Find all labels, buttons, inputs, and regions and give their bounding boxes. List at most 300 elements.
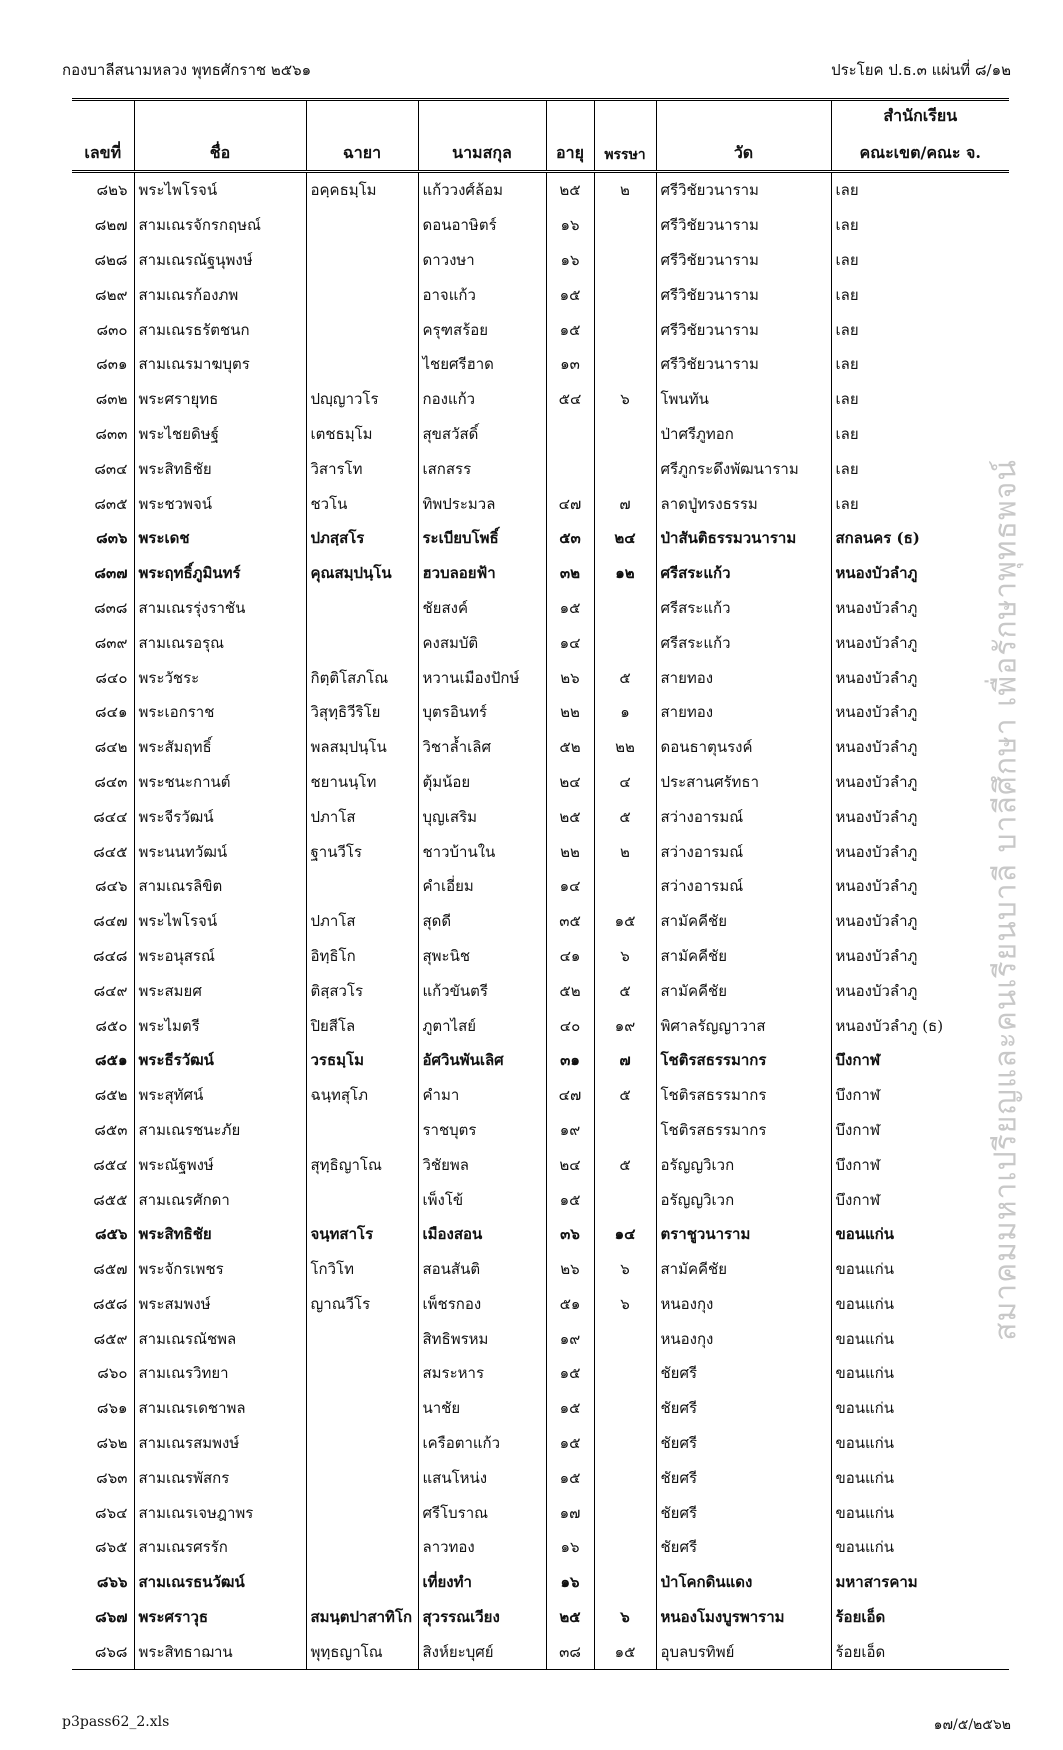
cell-surname: ตุ้มน้อย (418, 765, 546, 800)
cell-pansa (594, 1426, 656, 1461)
col-header-name: ชื่อ (134, 100, 306, 172)
cell-no: ๘๔๙ (93, 981, 128, 1000)
table-row (72, 1600, 1009, 1635)
cell-chaya: ปภาโส (306, 904, 418, 939)
cell-office: ขอนแก่น (831, 1321, 1009, 1356)
cell-chaya: เตชธมฺโม (306, 417, 418, 452)
cell-chaya: วิสุทฺธิวีริโย (306, 695, 418, 730)
cell-chaya: วิสารโท (306, 451, 418, 486)
table-row (72, 1078, 1009, 1113)
table-row (72, 417, 1009, 452)
cell-pansa (594, 1460, 656, 1495)
cell-age: ๑๗ (546, 1495, 594, 1530)
cell-office: หนองบัวลำภู (831, 869, 1009, 904)
cell-wat: ศรีวิชัยวนาราม (656, 312, 831, 347)
cell-pansa (594, 1182, 656, 1217)
cell-surname: ครุฑสร้อย (418, 312, 546, 347)
cell-name: สามเณรมาฆบุตร (134, 347, 306, 382)
cell-wat: สามัคคีชัย (656, 1252, 831, 1287)
cell-age: ๔๗ (546, 486, 594, 521)
cell-name: พระเดช (134, 521, 306, 556)
table-row (72, 1217, 1009, 1252)
cell-wat: หนองกุง (656, 1287, 831, 1322)
table-body (72, 172, 1009, 1670)
cell-age: ๑๔ (546, 625, 594, 660)
cell-age: ๕๑ (546, 1287, 594, 1322)
cell-chaya: คุณสมฺปนฺโน (306, 556, 418, 591)
cell-wat: อรัญญวิเวก (656, 1182, 831, 1217)
cell-name: สามเณรศรรัก (134, 1530, 306, 1565)
cell-office: หนองบัวลำภู (831, 660, 1009, 695)
cell-wat: โชติรสธรรมากร (656, 1113, 831, 1148)
cell-surname: ภูตาไสย์ (418, 1008, 546, 1043)
cell-no: ๘๔๒ (94, 738, 128, 757)
cell-name: พระศราวุธ (134, 1600, 306, 1635)
cell-no: ๘๕๑ (95, 1051, 128, 1070)
cell-surname: ฮวบลอยฟ้า (418, 556, 546, 591)
cell-name: สามเณรสมพงษ์ (134, 1426, 306, 1461)
cell-wat: ศรีวิชัยวนาราม (656, 277, 831, 312)
cell-age: ๑๕ (546, 1426, 594, 1461)
cell-office: บึงกาฬ (831, 1113, 1009, 1148)
cell-wat: ชัยศรี (656, 1495, 831, 1530)
cell-name: พระชวพจน์ (134, 486, 306, 521)
cell-office: ขอนแก่น (831, 1426, 1009, 1461)
cell-wat: โชติรสธรรมากร (656, 1043, 831, 1078)
cell-surname: สุพะนิช (418, 939, 546, 974)
cell-chaya: ปภาโส (306, 799, 418, 834)
cell-wat: ดอนธาตุนรงค์ (656, 730, 831, 765)
cell-name: สามเณรวิทยา (134, 1356, 306, 1391)
cell-name: พระจีรวัฒน์ (134, 799, 306, 834)
table-row (72, 904, 1009, 939)
table-row (72, 1495, 1009, 1530)
cell-pansa: ๖ (594, 382, 656, 417)
cell-chaya (306, 208, 418, 243)
cell-office: ขอนแก่น (831, 1495, 1009, 1530)
table-row (72, 869, 1009, 904)
cell-office: บึงกาฬ (831, 1182, 1009, 1217)
cell-name: พระสิทธิชัย (134, 451, 306, 486)
cell-wat: สว่างอารมณ์ (656, 834, 831, 869)
cell-office: เลย (831, 277, 1009, 312)
cell-surname: อัศวินพันเลิศ (418, 1043, 546, 1078)
cell-surname: แสนโหน่ง (418, 1460, 546, 1495)
cell-chaya (306, 1530, 418, 1565)
cell-no: ๘๖๗ (95, 1608, 128, 1627)
col-header-office-top: สำนักเรียน (883, 106, 958, 125)
cell-age: ๔๑ (546, 939, 594, 974)
cell-chaya: ปภสฺสโร (306, 521, 418, 556)
cell-name: พระจักรเพชร (134, 1252, 306, 1287)
cell-surname: ชาวบ้านใน (418, 834, 546, 869)
cell-no: ๘๕๘ (93, 1294, 128, 1313)
cell-surname: เสกสรร (418, 451, 546, 486)
cell-chaya: พุทฺธญาโณ (306, 1634, 418, 1669)
table-row (72, 521, 1009, 556)
cell-age: ๑๙ (546, 1321, 594, 1356)
cell-no: ๘๕๖ (95, 1225, 128, 1244)
cell-pansa (594, 869, 656, 904)
cell-name: พระนนทวัฒน์ (134, 834, 306, 869)
cell-office: ร้อยเอ็ด (831, 1634, 1009, 1669)
cell-chaya: ญาณวีโร (306, 1287, 418, 1322)
cell-age: ๑๕ (546, 1391, 594, 1426)
cell-no: ๘๒๗ (94, 216, 128, 235)
cell-no: ๘๖๔ (95, 1503, 128, 1522)
cell-surname: เพ็งโข้ (418, 1182, 546, 1217)
cell-pansa: ๑ (594, 695, 656, 730)
cell-pansa: ๕ (594, 1147, 656, 1182)
cell-no: ๘๕๐ (95, 1016, 128, 1035)
cell-surname: ชัยสงค์ (418, 591, 546, 626)
cell-chaya (306, 1321, 418, 1356)
cell-pansa: ๔ (594, 765, 656, 800)
table-row (72, 1530, 1009, 1565)
cell-chaya: อคฺคธมฺโม (306, 172, 418, 208)
cell-chaya (306, 243, 418, 278)
cell-chaya: สุทฺธิญาโณ (306, 1147, 418, 1182)
cell-office: เลย (831, 451, 1009, 486)
cell-office: หนองบัวลำภู (831, 765, 1009, 800)
cell-no: ๘๓๙ (94, 633, 128, 652)
table-row (72, 799, 1009, 834)
cell-age: ๒๖ (546, 660, 594, 695)
table-header (72, 100, 1009, 172)
cell-surname: หวานเมืองปักษ์ (418, 660, 546, 695)
cell-wat: สายทอง (656, 695, 831, 730)
cell-no: ๘๖๐ (97, 1364, 128, 1383)
cell-office: หนองบัวลำภู (831, 695, 1009, 730)
cell-surname: คงสมบัติ (418, 625, 546, 660)
cell-office: หนองบัวลำภู (831, 939, 1009, 974)
cell-no: ๘๔๔ (93, 807, 128, 826)
table-row (72, 1356, 1009, 1391)
cell-chaya (306, 1391, 418, 1426)
cell-office: หนองบัวลำภู (831, 730, 1009, 765)
cell-age: ๒๕ (546, 799, 594, 834)
cell-pansa: ๑๒ (594, 556, 656, 591)
cell-pansa: ๕ (594, 799, 656, 834)
cell-name: พระศรายุทธ (134, 382, 306, 417)
cell-name: พระชนะกานต์ (134, 765, 306, 800)
cell-pansa: ๑๔ (594, 1217, 656, 1252)
cell-office: หนองบัวลำภู (831, 834, 1009, 869)
cell-age: ๑๓ (546, 347, 594, 382)
cell-chaya: ฐานวีโร (306, 834, 418, 869)
cell-wat: ลาดปู่ทรงธรรม (656, 486, 831, 521)
cell-wat: สามัคคีชัย (656, 973, 831, 1008)
cell-no: ๘๕๒ (94, 1086, 128, 1105)
table-row (72, 695, 1009, 730)
table-row (72, 1252, 1009, 1287)
cell-age: ๓๑ (546, 1043, 594, 1078)
cell-age: ๑๖ (546, 1565, 594, 1600)
cell-no: ๘๔๓ (94, 772, 128, 791)
cell-pansa: ๖ (594, 1252, 656, 1287)
cell-no: ๘๖๓ (96, 1468, 128, 1487)
cell-age: ๑๔ (546, 869, 594, 904)
col-header-no: เลขที่ (72, 100, 134, 172)
cell-chaya (306, 1356, 418, 1391)
footer-left: p3pass62_2.xls (62, 1714, 170, 1730)
table-row (72, 1008, 1009, 1043)
cell-name: พระธีรวัฒน์ (134, 1043, 306, 1078)
cell-office: ขอนแก่น (831, 1287, 1009, 1322)
cell-name: สามเณรพัสกร (134, 1460, 306, 1495)
cell-chaya: อิทฺธิโก (306, 939, 418, 974)
table-row (72, 973, 1009, 1008)
table-row (72, 208, 1009, 243)
table-row (72, 1287, 1009, 1322)
results-table-wrap (72, 98, 1009, 1670)
cell-name: พระสมยศ (134, 973, 306, 1008)
cell-age: ๕๒ (546, 730, 594, 765)
cell-chaya: จนฺทสาโร (306, 1217, 418, 1252)
cell-surname: คำมา (418, 1078, 546, 1113)
cell-office: หนองบัวลำภู (831, 904, 1009, 939)
table-row (72, 1182, 1009, 1217)
cell-wat: ศรีสระแก้ว (656, 625, 831, 660)
cell-office: บึงกาฬ (831, 1078, 1009, 1113)
cell-wat: สว่างอารมณ์ (656, 799, 831, 834)
cell-no: ๘๔๘ (93, 946, 128, 965)
cell-pansa (594, 1530, 656, 1565)
cell-chaya (306, 625, 418, 660)
cell-wat: ชัยศรี (656, 1530, 831, 1565)
cell-office: หนองบัวลำภู (ธ) (831, 1008, 1009, 1043)
cell-office: ขอนแก่น (831, 1530, 1009, 1565)
cell-chaya: กิตฺติโสภโณ (306, 660, 418, 695)
cell-age: ๑๕ (546, 1460, 594, 1495)
cell-no: ๘๓๑ (96, 355, 128, 374)
cell-surname: ไชยศรีฮาด (418, 347, 546, 382)
col-header-office-bottom: คณะเขต/คณะ จ. (859, 143, 981, 162)
cell-surname: กองแก้ว (418, 382, 546, 417)
cell-office: สกลนคร (ธ) (831, 521, 1009, 556)
cell-pansa (594, 1321, 656, 1356)
cell-surname: นาชัย (418, 1391, 546, 1426)
cell-wat: สว่างอารมณ์ (656, 869, 831, 904)
cell-pansa (594, 451, 656, 486)
cell-wat: ศรีสระแก้ว (656, 556, 831, 591)
cell-no: ๘๖๖ (96, 1573, 128, 1592)
cell-surname: อาจแก้ว (418, 277, 546, 312)
cell-pansa: ๕ (594, 660, 656, 695)
header-right: ประโยค ป.ธ.๓ แผ่นที่ ๘/๑๒ (831, 61, 1011, 79)
cell-chaya (306, 1426, 418, 1461)
cell-name: สามเณรรุ่งราชัน (134, 591, 306, 626)
table-row (72, 625, 1009, 660)
cell-pansa (594, 625, 656, 660)
cell-pansa (594, 208, 656, 243)
cell-surname: สิทธิพรหม (418, 1321, 546, 1356)
cell-pansa: ๑๙ (594, 1008, 656, 1043)
cell-chaya: พลสมฺปนฺโน (306, 730, 418, 765)
table-row (72, 1460, 1009, 1495)
cell-name: สามเณรอรุณ (134, 625, 306, 660)
cell-surname: ดาวงษา (418, 243, 546, 278)
cell-office: เลย (831, 347, 1009, 382)
cell-wat: ศรีวิชัยวนาราม (656, 208, 831, 243)
cell-name: สามเณรเดชาพล (134, 1391, 306, 1426)
cell-no: ๘๓๖ (96, 529, 128, 548)
cell-wat: ป่าศรีภูทอก (656, 417, 831, 452)
cell-name: พระไพโรจน์ (134, 172, 306, 208)
table-row (72, 382, 1009, 417)
cell-wat: สายทอง (656, 660, 831, 695)
cell-surname: สมระหาร (418, 1356, 546, 1391)
footer-right: ๑๗/๕/๒๕๖๒ (933, 1717, 1011, 1733)
cell-name: พระณัฐพงษ์ (134, 1147, 306, 1182)
cell-age: ๑๕ (546, 277, 594, 312)
cell-surname: บุตรอินทร์ (418, 695, 546, 730)
cell-age (546, 451, 594, 486)
cell-pansa: ๕ (594, 973, 656, 1008)
cell-no: ๘๔๐ (95, 668, 128, 687)
cell-no: ๘๓๔ (94, 459, 128, 478)
cell-surname: สุดดี (418, 904, 546, 939)
cell-age: ๓๘ (546, 1634, 594, 1669)
cell-wat: ศรีวิชัยวนาราม (656, 243, 831, 278)
cell-age: ๑๖ (546, 1530, 594, 1565)
cell-no: ๘๕๗ (93, 1260, 128, 1279)
cell-wat: หนองกุง (656, 1321, 831, 1356)
cell-chaya (306, 277, 418, 312)
cell-office: ขอนแก่น (831, 1356, 1009, 1391)
cell-pansa: ๖ (594, 939, 656, 974)
table-row (72, 1565, 1009, 1600)
cell-age: ๑๙ (546, 1113, 594, 1148)
cell-pansa: ๒ (594, 834, 656, 869)
cell-age: ๕๒ (546, 973, 594, 1008)
cell-office: หนองบัวลำภู (831, 973, 1009, 1008)
cell-surname: สุขสวัสดิ์ (418, 417, 546, 452)
cell-pansa (594, 347, 656, 382)
cell-pansa (594, 1356, 656, 1391)
cell-pansa: ๑๕ (594, 904, 656, 939)
cell-name: พระสัมฤทธิ์ (134, 730, 306, 765)
cell-surname: บุญเสริม (418, 799, 546, 834)
cell-chaya: วรธมฺโม (306, 1043, 418, 1078)
cell-chaya (306, 1113, 418, 1148)
cell-pansa: ๕ (594, 1078, 656, 1113)
cell-no: ๘๓๘ (94, 598, 128, 617)
cell-name: สามเณรชนะภัย (134, 1113, 306, 1148)
cell-chaya: ฉนฺทสุโภ (306, 1078, 418, 1113)
cell-age: ๑๕ (546, 1182, 594, 1217)
cell-wat: ศรีภูกระดึงพัฒนาราม (656, 451, 831, 486)
watermark: สมาคมมหาเปรียญและคนเรียนบาลี บาลีศึกษา เพื่อรักษาพุทธพจน์ (988, 459, 1024, 1341)
cell-office: ร้อยเอ็ด (831, 1600, 1009, 1635)
cell-age: ๔๗ (546, 1078, 594, 1113)
cell-surname: เที่ยงทำ (418, 1565, 546, 1600)
cell-age: ๑๖ (546, 208, 594, 243)
cell-surname: เมืองสอน (418, 1217, 546, 1252)
table-row (72, 730, 1009, 765)
cell-chaya (306, 1182, 418, 1217)
cell-name: สามเณรเจษฎาพร (134, 1495, 306, 1530)
cell-no: ๘๔๕ (93, 842, 128, 861)
cell-surname: ทิพประมวล (418, 486, 546, 521)
cell-no: ๘๖๕ (95, 1538, 128, 1557)
cell-surname: คำเอี่ยม (418, 869, 546, 904)
results-table (72, 98, 1009, 1670)
table-row (72, 660, 1009, 695)
cell-surname: แก้ววงศ์ล้อม (418, 172, 546, 208)
cell-office: เลย (831, 486, 1009, 521)
cell-surname: สิงห์ยะบุศย์ (418, 1634, 546, 1669)
cell-no: ๘๕๓ (94, 1120, 128, 1139)
header-left: กองบาลีสนามหลวง พุทธศักราช ๒๕๖๑ (62, 61, 312, 79)
cell-name: พระสิทธาฌาน (134, 1634, 306, 1669)
cell-pansa: ๗ (594, 1043, 656, 1078)
cell-name: พระสมพงษ์ (134, 1287, 306, 1322)
cell-surname: ศรีโบราณ (418, 1495, 546, 1530)
cell-office: มหาสารคาม (831, 1565, 1009, 1600)
cell-age: ๒๕ (546, 172, 594, 208)
cell-no: ๘๖๒ (96, 1434, 128, 1453)
cell-name: สามเณรก้องภพ (134, 277, 306, 312)
cell-office: หนองบัวลำภู (831, 625, 1009, 660)
cell-wat: ประสานศรัทธา (656, 765, 831, 800)
cell-name: สามเณรจักรกฤษณ์ (134, 208, 306, 243)
cell-office: เลย (831, 243, 1009, 278)
cell-name: พระอนุสรณ์ (134, 939, 306, 974)
cell-wat: พิศาลรัญญาวาส (656, 1008, 831, 1043)
cell-name: พระสุทัศน์ (134, 1078, 306, 1113)
cell-pansa: ๖ (594, 1287, 656, 1322)
cell-pansa: ๑๕ (594, 1634, 656, 1669)
cell-no: ๘๕๙ (93, 1329, 128, 1348)
cell-age: ๒๒ (546, 834, 594, 869)
cell-age: ๔๐ (546, 1008, 594, 1043)
cell-no: ๘๔๗ (93, 912, 128, 931)
cell-office: เลย (831, 417, 1009, 452)
cell-name: สามเณรณัฐนุพงษ์ (134, 243, 306, 278)
cell-wat: โพนทัน (656, 382, 831, 417)
cell-office: ขอนแก่น (831, 1391, 1009, 1426)
cell-office: หนองบัวลำภู (831, 556, 1009, 591)
cell-pansa (594, 312, 656, 347)
cell-surname: ลาวทอง (418, 1530, 546, 1565)
cell-no: ๘๒๖ (96, 181, 128, 200)
cell-pansa (594, 1565, 656, 1600)
cell-chaya: ชยานนฺโท (306, 765, 418, 800)
cell-office: ขอนแก่น (831, 1460, 1009, 1495)
cell-wat: ตราชูวนาราม (656, 1217, 831, 1252)
table-row (72, 347, 1009, 382)
cell-wat: ชัยศรี (656, 1426, 831, 1461)
cell-surname: สุวรรณเวียง (418, 1600, 546, 1635)
cell-no: ๘๔๑ (95, 703, 128, 722)
cell-no: ๘๕๕ (93, 1190, 128, 1209)
cell-surname: วิชาล้ำเลิศ (418, 730, 546, 765)
cell-wat: ป่าสันติธรรมวนาราม (656, 521, 831, 556)
cell-chaya (306, 312, 418, 347)
cell-office: บึงกาฬ (831, 1043, 1009, 1078)
cell-name: สามเณรศักดา (134, 1182, 306, 1217)
table-row (72, 1426, 1009, 1461)
cell-wat: ป่าโคกดินแดง (656, 1565, 831, 1600)
cell-wat: โชติรสธรรมากร (656, 1078, 831, 1113)
table-row (72, 277, 1009, 312)
cell-age: ๓๒ (546, 556, 594, 591)
table-row (72, 1113, 1009, 1148)
table-row (72, 591, 1009, 626)
cell-name: พระไชยดิษฐ์ (134, 417, 306, 452)
table-row (72, 172, 1009, 208)
